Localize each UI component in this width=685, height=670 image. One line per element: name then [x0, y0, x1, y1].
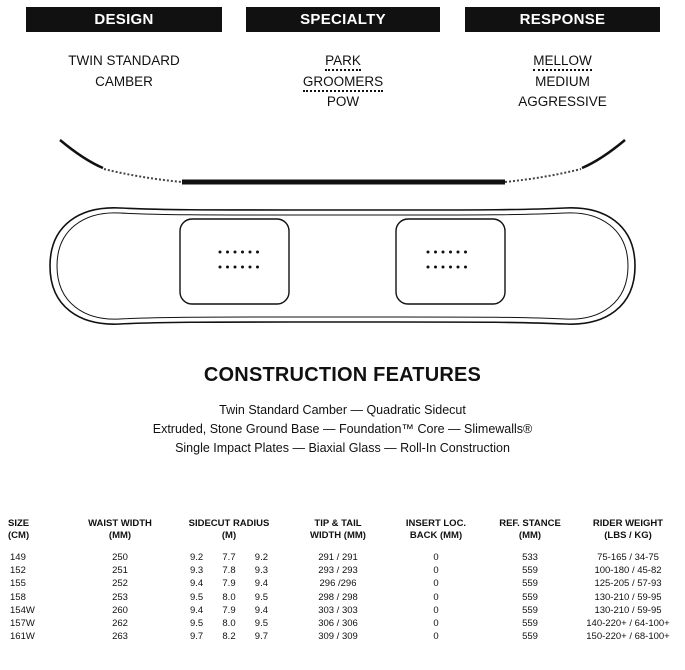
specialty-item-label: GROOMERS	[303, 73, 383, 92]
spec-column-header-line: (MM)	[108, 530, 132, 541]
spec-cell: 303 / 303	[318, 604, 358, 616]
insert-dot	[249, 251, 252, 254]
sidecut-radius-values	[190, 564, 268, 577]
spec-cell: 559	[522, 591, 538, 603]
sidecut-radius-value: 7.9	[222, 604, 236, 616]
spec-column-header-line: (MM)	[518, 530, 542, 541]
insert-dot	[226, 251, 229, 254]
insert-dot	[256, 266, 259, 269]
front-binding-zone	[180, 219, 289, 304]
insert-dot	[234, 266, 237, 269]
board-outline-diagram	[0, 204, 685, 334]
spec-cell: 75-165 / 34-75	[597, 552, 659, 563]
sidecut-radius-value: 9.2	[190, 552, 204, 563]
sidecut-radius-value: 9.3	[254, 565, 268, 577]
spec-column-header	[170, 518, 288, 551]
construction-line-3: Single Impact Plates — Biaxial Glass — Roll-In Construction	[175, 441, 510, 455]
spec-cell: 161W	[10, 631, 35, 643]
sidecut-radius-value: 9.3	[190, 565, 204, 577]
sidecut-radius-value: 8.0	[222, 618, 236, 630]
spec-table-header	[8, 518, 680, 551]
spec-cell	[170, 591, 288, 604]
spec-column-header	[8, 518, 70, 551]
construction-line-1: Twin Standard Camber — Quadratic Sidecut	[219, 403, 466, 417]
response-item-label: MELLOW	[533, 52, 592, 71]
sidecut-radius-value: 7.9	[222, 578, 236, 590]
board-outline	[50, 208, 635, 324]
insert-dot	[449, 266, 452, 269]
spec-column-header-line: SIZE	[8, 518, 30, 529]
spec-cell: 154W	[10, 604, 35, 616]
sidecut-radius-value: 9.2	[254, 552, 268, 563]
spec-column-header-line: REF. STANCE	[499, 518, 561, 529]
table-row	[8, 564, 680, 577]
design-list	[26, 51, 222, 92]
insert-dot	[434, 251, 437, 254]
spec-cell: 262	[112, 618, 128, 630]
specialty-item-label: PARK	[325, 52, 361, 71]
insert-dot	[256, 251, 259, 254]
sidecut-radius-values	[190, 591, 268, 604]
profile-left-contact	[104, 169, 182, 182]
spec-cell: 559	[522, 618, 538, 630]
spec-cell: 152	[10, 565, 26, 577]
response-item	[465, 92, 660, 113]
specialty-item	[246, 92, 440, 113]
spec-cell: 0	[433, 604, 439, 616]
sidecut-radius-values	[190, 577, 268, 590]
sidecut-radius-value: 9.5	[190, 591, 204, 603]
table-row	[8, 604, 680, 617]
spec-cell: 263	[112, 631, 128, 643]
spec-cell: 298 / 298	[318, 591, 358, 603]
design-header: DESIGN	[26, 7, 222, 32]
insert-dot	[234, 251, 237, 254]
spec-column-header	[70, 518, 170, 551]
sidecut-radius-value: 9.7	[254, 631, 268, 643]
design-item-label: CAMBER	[95, 73, 153, 89]
design-item	[26, 51, 222, 72]
spec-cell: 150-220+ / 68-100+	[586, 631, 670, 643]
spec-column-header-line: BACK (MM)	[409, 530, 463, 541]
specialty-item	[246, 72, 440, 93]
specialty-item	[246, 51, 440, 72]
profile-left-tip	[60, 140, 103, 168]
sidecut-radius-value: 9.4	[254, 604, 268, 616]
insert-dot	[457, 251, 460, 254]
sidecut-radius-value: 9.5	[254, 618, 268, 630]
spec-cell: 559	[522, 578, 538, 590]
board-inner-outline	[57, 213, 628, 319]
spec-cell: 559	[522, 565, 538, 577]
spec-cell	[170, 630, 288, 643]
spec-column-header-line: RIDER WEIGHT	[592, 518, 664, 529]
spec-column-header-line: (M)	[221, 530, 237, 541]
spec-cell: 309 / 309	[318, 631, 358, 643]
spec-cell: 252	[112, 578, 128, 590]
sidecut-radius-values	[190, 604, 268, 617]
insert-dot	[464, 251, 467, 254]
spec-cell: 149	[10, 552, 26, 563]
spec-column-header	[576, 518, 680, 551]
spec-cell: 0	[433, 631, 439, 643]
design-item-label: TWIN STANDARD	[68, 53, 180, 68]
spec-cell: 140-220+ / 64-100+	[586, 618, 670, 630]
spec-cell: 296 /296	[319, 578, 357, 590]
spec-cell: 0	[433, 618, 439, 630]
spec-column-header-line: (CM)	[8, 530, 30, 541]
insert-dot	[449, 251, 452, 254]
sidecut-radius-value: 8.2	[222, 631, 236, 643]
spec-column-header-line: WIDTH (MM)	[310, 530, 366, 541]
insert-dot	[442, 266, 445, 269]
sidecut-radius-value: 9.4	[254, 578, 268, 590]
insert-dot	[249, 266, 252, 269]
spec-cell	[170, 577, 288, 590]
sidecut-radius-value: 7.7	[222, 552, 236, 563]
specialty-list	[246, 51, 440, 113]
spec-cell: 260	[112, 604, 128, 616]
table-row	[8, 630, 680, 643]
spec-cell: 158	[10, 591, 26, 603]
sidecut-radius-value: 9.5	[190, 618, 204, 630]
table-row	[8, 617, 680, 630]
spec-cell: 130-210 / 59-95	[594, 591, 662, 603]
spec-cell: 0	[433, 591, 439, 603]
response-item-label: MEDIUM	[535, 73, 590, 89]
spec-cell: 306 / 306	[318, 618, 358, 630]
spec-cell: 0	[433, 578, 439, 590]
response-item	[465, 72, 660, 93]
spec-column-header	[288, 518, 388, 551]
spec-cell: 533	[522, 552, 538, 563]
sidecut-radius-values	[190, 630, 268, 643]
table-row	[8, 551, 680, 564]
construction-line-2: Extruded, Stone Ground Base — Foundation™ Core — Slimewalls®	[152, 422, 533, 436]
spec-column-header-line: (LBS / KG)	[604, 530, 652, 541]
spec-cell	[170, 604, 288, 617]
spec-column-header	[484, 518, 576, 551]
table-row	[8, 591, 680, 604]
spec-cell	[170, 617, 288, 630]
spec-cell: 0	[433, 552, 439, 563]
profile-right-tip	[582, 140, 625, 168]
sidecut-radius-value: 9.7	[190, 631, 204, 643]
insert-dot	[464, 266, 467, 269]
response-list	[465, 51, 660, 113]
sidecut-radius-value: 9.5	[254, 591, 268, 603]
insert-dot	[219, 266, 222, 269]
insert-dot	[457, 266, 460, 269]
spec-cell: 251	[112, 565, 128, 577]
table-row	[8, 577, 680, 590]
response-item-label: AGGRESSIVE	[518, 94, 607, 109]
insert-dot	[226, 266, 229, 269]
spec-column-header-line: TIP & TAIL	[314, 518, 362, 529]
sidecut-radius-values	[190, 551, 268, 564]
spec-cell: 130-210 / 59-95	[594, 604, 662, 616]
response-header: RESPONSE	[465, 7, 660, 32]
spec-cell: 0	[433, 565, 439, 577]
specialty-item-label: POW	[326, 94, 360, 109]
spec-column-header-line: SIDECUT RADIUS	[188, 518, 270, 529]
spec-cell	[170, 564, 288, 577]
insert-dot	[442, 251, 445, 254]
insert-dot	[241, 266, 244, 269]
response-item	[465, 51, 660, 72]
sidecut-radius-value: 9.4	[190, 578, 204, 590]
spec-cell: 559	[522, 604, 538, 616]
specialty-header: SPECIALTY	[246, 7, 440, 32]
spec-cell: 293 / 293	[318, 565, 358, 577]
spec-cell: 559	[522, 631, 538, 643]
profile-right-contact	[505, 169, 581, 182]
construction-features-title: CONSTRUCTION FEATURES	[203, 364, 482, 386]
spec-cell: 250	[112, 552, 128, 563]
sidecut-radius-values	[190, 617, 268, 630]
rear-binding-zone	[396, 219, 505, 304]
spec-table	[8, 518, 680, 643]
spec-cell: 253	[112, 591, 128, 603]
insert-dot	[241, 251, 244, 254]
spec-cell: 155	[10, 578, 26, 590]
spec-cell	[170, 551, 288, 564]
spec-column-header	[388, 518, 484, 551]
insert-dot	[427, 251, 430, 254]
insert-dot	[434, 266, 437, 269]
insert-dot	[219, 251, 222, 254]
spec-cell: 125-205 / 57-93	[594, 578, 662, 590]
sidecut-radius-value: 9.4	[190, 604, 204, 616]
spec-cell: 100-180 / 45-82	[594, 565, 662, 577]
spec-column-header-line: INSERT LOC.	[405, 518, 467, 529]
sidecut-radius-value: 8.0	[222, 591, 236, 603]
spec-column-header-line: WAIST WIDTH	[88, 518, 152, 529]
spec-cell: 157W	[10, 618, 35, 630]
sidecut-radius-value: 7.8	[222, 565, 236, 577]
spec-cell: 291 / 291	[318, 552, 358, 563]
design-item	[26, 72, 222, 93]
insert-dot	[427, 266, 430, 269]
